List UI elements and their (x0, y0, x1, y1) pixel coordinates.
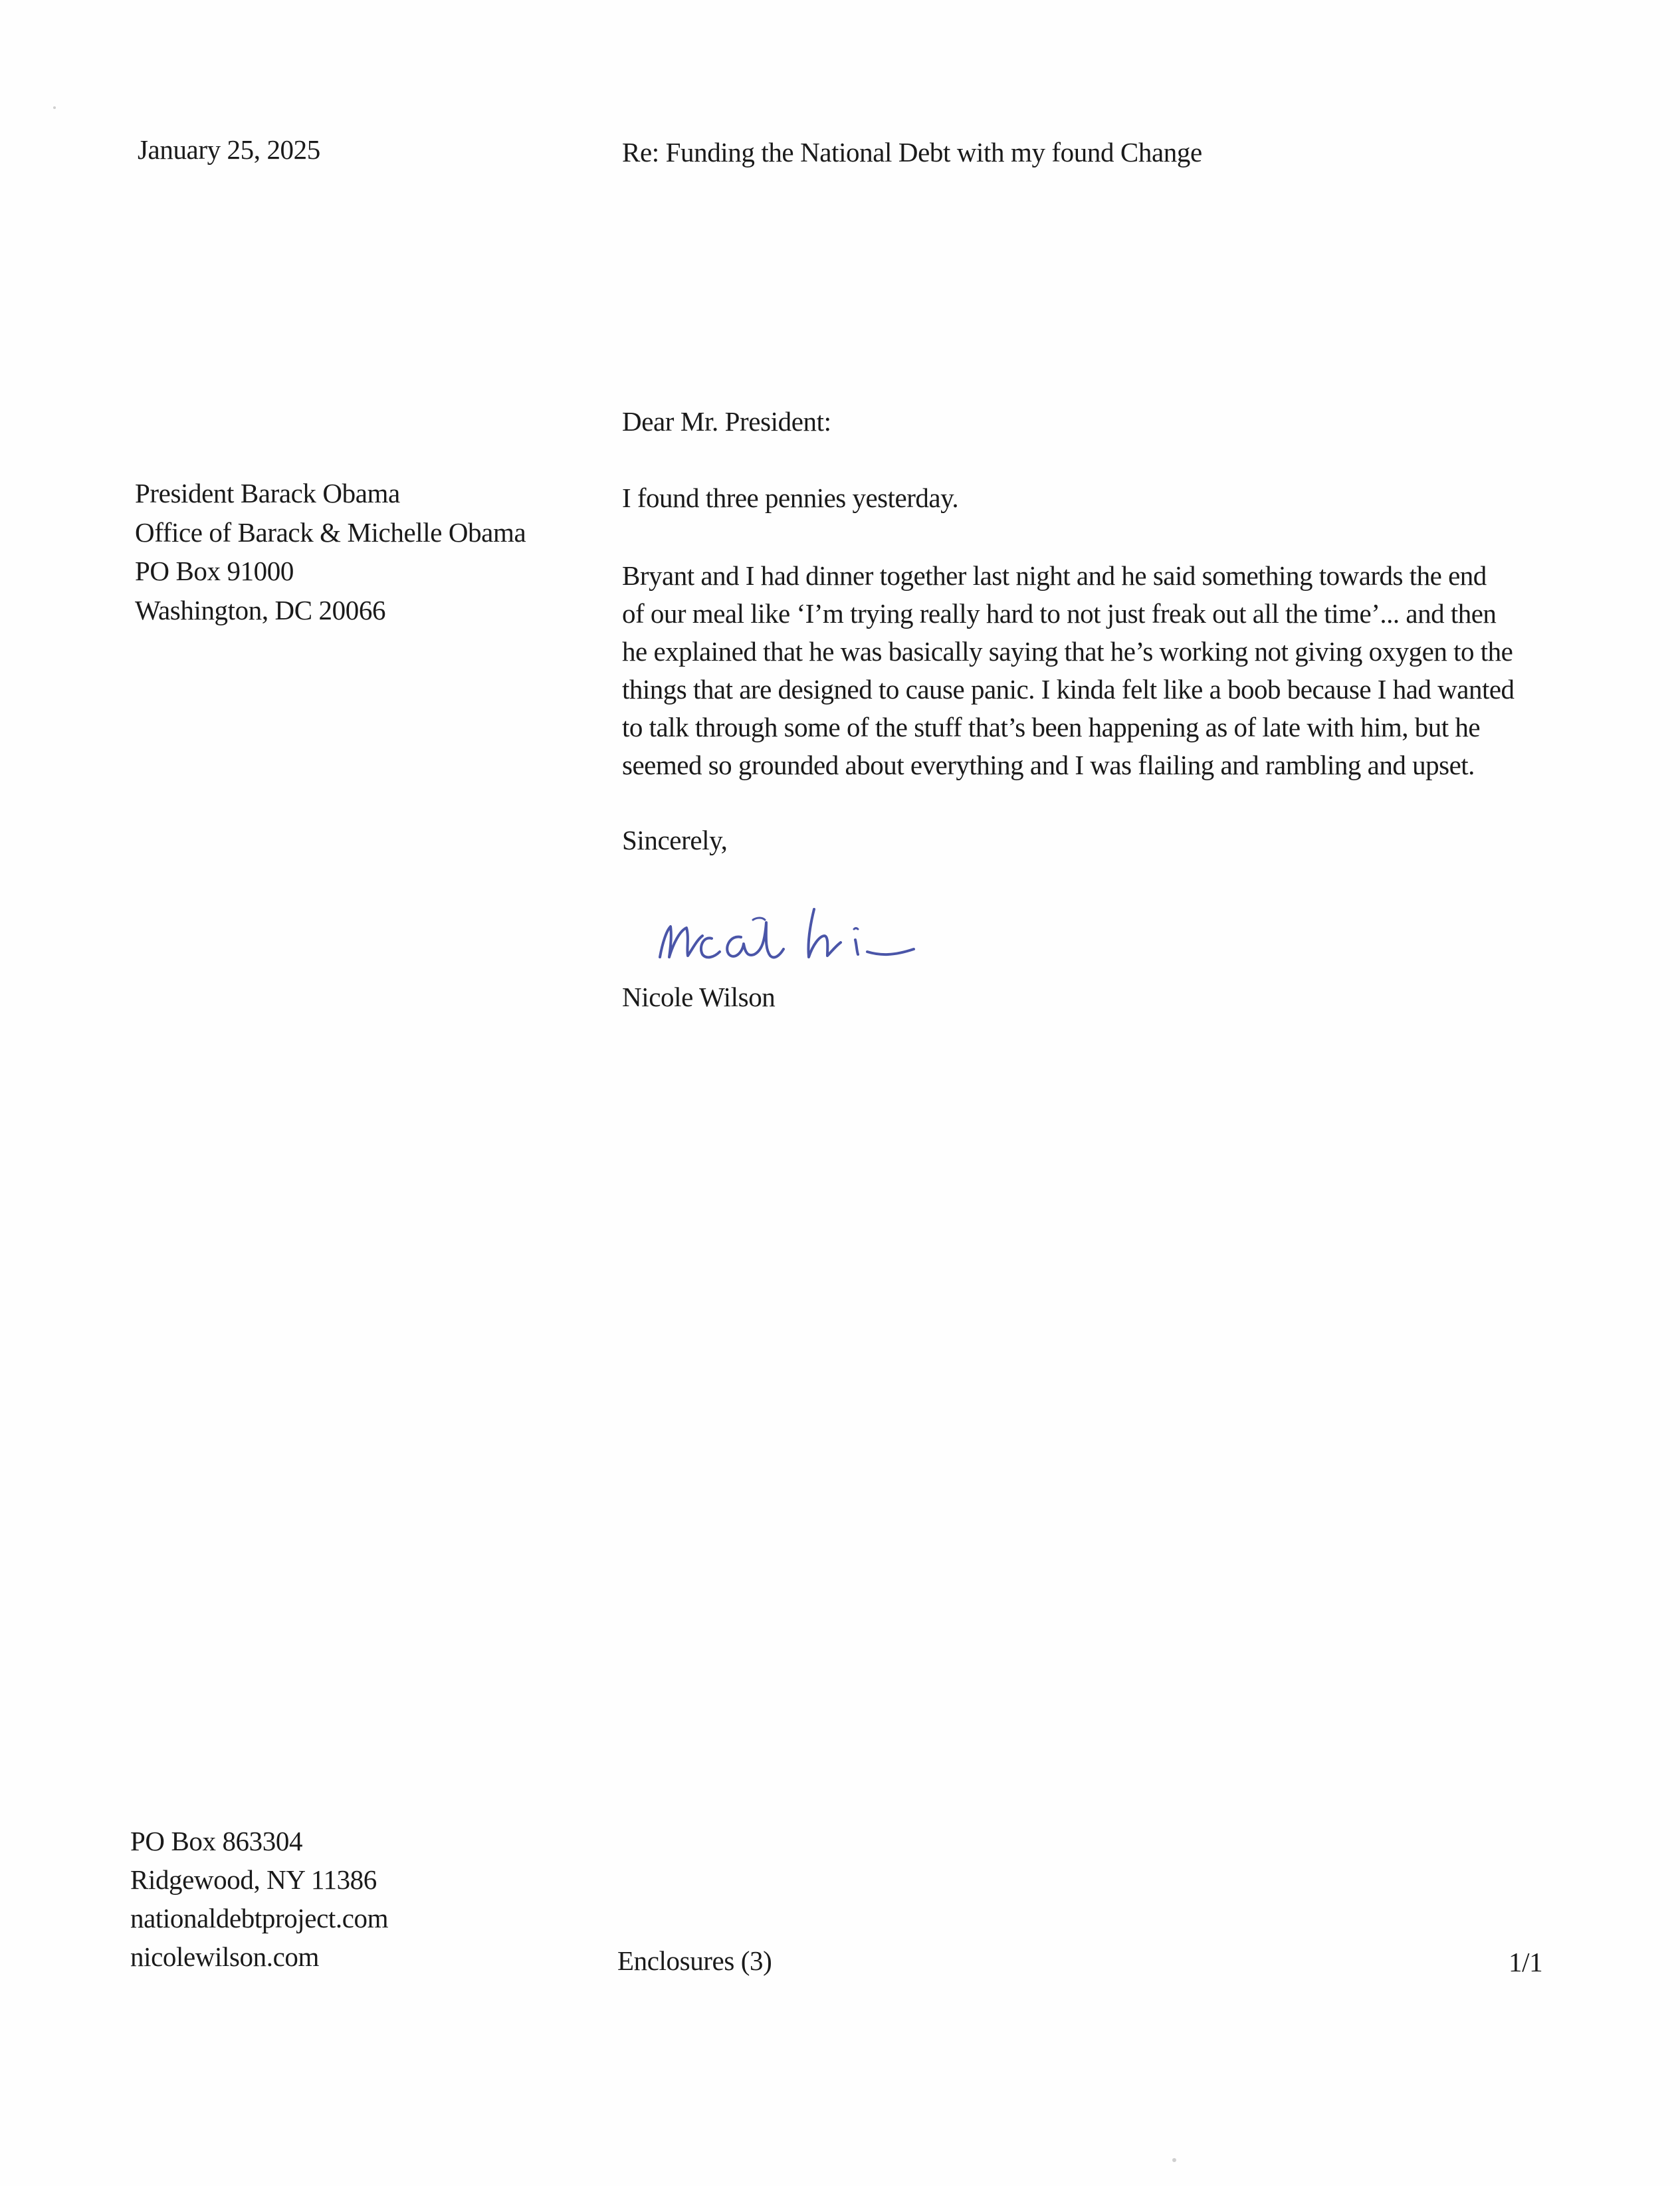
paragraph-line: seemed so grounded about everything and I was flailing and rambling and upset. (622, 750, 1475, 780)
paragraph-line: he explained that he was basically saying that he’s working not giving oxygen to the (622, 636, 1513, 667)
handwritten-signature (648, 896, 940, 969)
closing: Sincerely, (622, 825, 728, 855)
paragraph-line: Bryant and I had dinner together last night and he said something towards the end (622, 560, 1487, 591)
letter-date: January 25, 2025 (138, 134, 320, 165)
body-paragraph-1: I found three pennies yesterday. (622, 483, 959, 513)
recipient-line: Office of Barack & Michelle Obama (135, 516, 526, 548)
recipient-line: President Barack Obama (135, 478, 400, 508)
signer-name: Nicole Wilson (622, 982, 776, 1012)
paragraph-line: to talk through some of the stuff that’s been happening as of late with him, but he (622, 712, 1481, 742)
paper-speck (1172, 2158, 1176, 2162)
enclosures-note: Enclosures (3) (617, 1945, 772, 1976)
paper-speck (53, 106, 56, 109)
paragraph-line: of our meal like ‘I’m trying really hard to not just freak out all the time’... and then (622, 598, 1497, 629)
paragraph-line: things that are designed to cause panic. I kinda felt like a boob because I had wanted (622, 674, 1515, 705)
sender-line: PO Box 863304 (130, 1826, 303, 1856)
salutation: Dear Mr. President: (622, 406, 831, 437)
sender-website: nationaldebtproject.com (130, 1903, 389, 1933)
sender-address (130, 1822, 388, 1976)
recipient-line: PO Box 91000 (135, 556, 294, 586)
recipient-line: Washington, DC 20066 (135, 594, 386, 625)
page-number: 1/1 (1509, 1947, 1543, 1977)
recipient-address (135, 474, 526, 629)
body-paragraph-2 (622, 557, 1552, 784)
sender-website: nicolewilson.com (130, 1941, 319, 1972)
sender-line: Ridgewood, NY 11386 (130, 1864, 377, 1895)
letter-subject: Re: Funding the National Debt with my found Change (622, 137, 1202, 167)
